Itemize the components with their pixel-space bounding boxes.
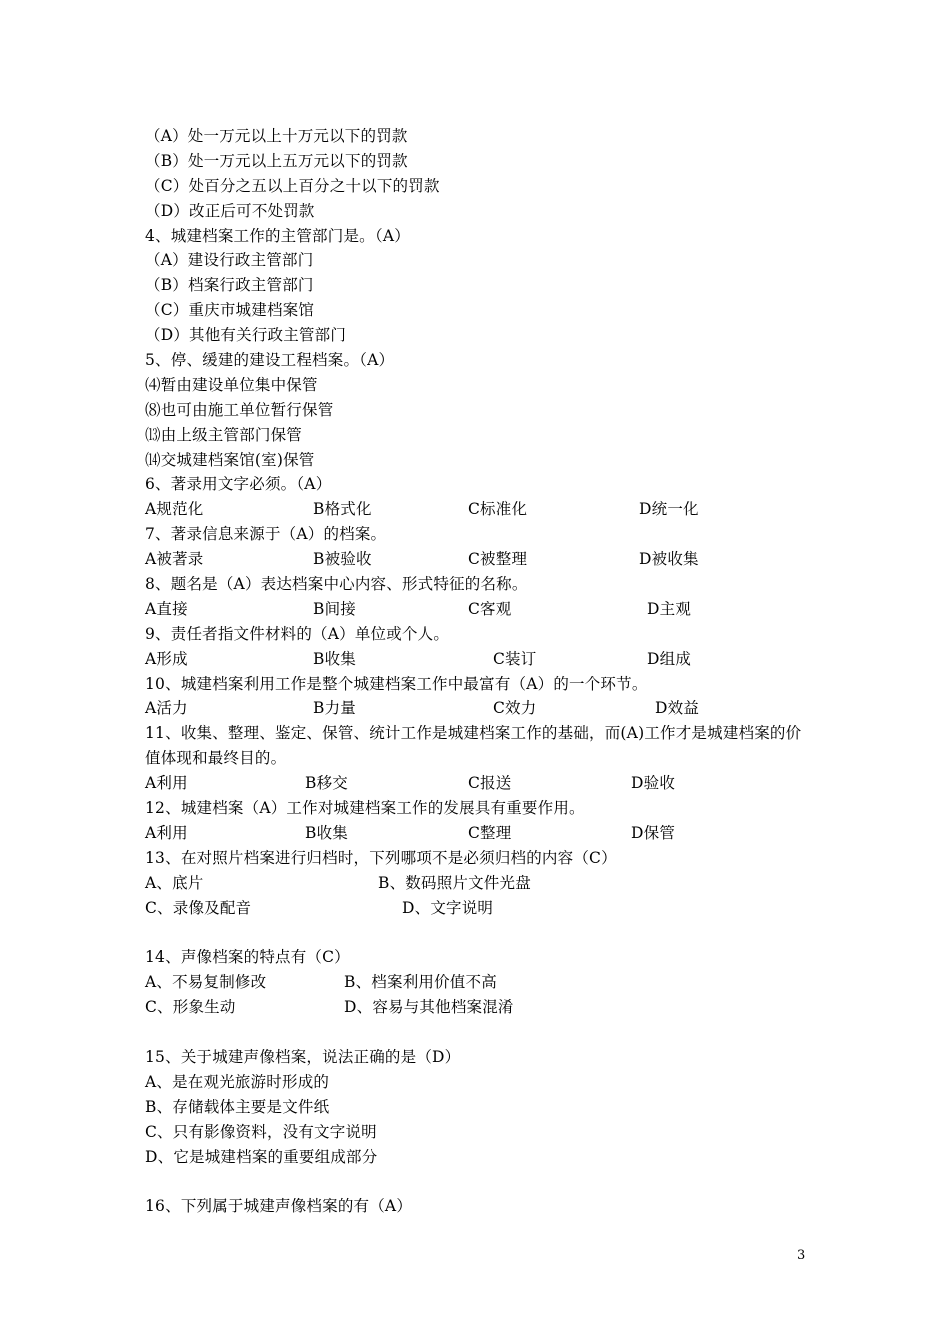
question-7: 7、著录信息来源于（A）的档案。 [145,525,387,544]
spacer [145,921,815,946]
option-c: C标准化 [468,500,528,519]
options-row [145,871,815,896]
question-12: 12、城建档案（A）工作对城建档案工作的发展具有重要作用。 [145,799,585,818]
question-4: 4、城建档案工作的主管部门是。（A） [145,226,410,245]
option-line: ⑻也可由施工单位暂行保管 [145,400,334,419]
spacer [145,1020,815,1045]
option-d: D、文字说明 [402,898,494,917]
option-line: ⒁交城建档案馆(室)保管 [145,450,315,469]
option-c: C报送 [468,774,512,793]
question-11: 11、收集、整理、鉴定、保管、统计工作是城建档案工作的基础，而(A)工作才是城建档案的价值体现和最终目的。 [145,724,802,768]
option-line: （C）处百分之五以上百分之十以下的罚款 [145,176,440,195]
option-b: B收集 [313,649,356,668]
option-d: D效益 [655,699,700,718]
option-line: （D）改正后可不处罚款 [145,201,315,220]
options-row [145,995,815,1020]
option-line: （D）其他有关行政主管部门 [145,326,347,345]
option-a: A形成 [145,649,188,668]
option-line: ⒀由上级主管部门保管 [145,425,303,444]
option-b: B格式化 [313,500,372,519]
option-b: B被验收 [313,550,372,569]
option-a: A利用 [145,823,188,842]
page-content [145,124,815,1219]
option-d: D被收集 [639,550,699,569]
option-line: （B）档案行政主管部门 [145,276,314,295]
option-line: C、只有影像资料，没有文字说明 [145,1122,377,1141]
options-row [145,597,815,622]
option-c: C客观 [468,599,512,618]
option-c: C被整理 [468,550,528,569]
option-d: D组成 [647,649,692,668]
option-c: C装订 [493,649,537,668]
question-15: 15、关于城建声像档案，说法正确的是（D） [145,1047,461,1066]
question-13: 13、在对照片档案进行归档时，下列哪项不是必须归档的内容（C） [145,848,617,867]
options-row [145,497,815,522]
question-5: 5、停、缓建的建设工程档案。（A） [145,351,395,370]
option-line: （A）处一万元以上十万元以下的罚款 [145,127,408,145]
option-b: B移交 [305,774,348,793]
option-line: ⑷暂由建设单位集中保管 [145,375,318,394]
option-d: D统一化 [639,500,699,519]
option-b: B、档案利用价值不高 [344,973,497,992]
option-line: A、是在观光旅游时形成的 [145,1072,330,1091]
question-16: 16、下列属于城建声像档案的有（A） [145,1197,413,1216]
option-d: D验收 [631,774,676,793]
option-line: （A）建设行政主管部门 [145,251,314,270]
option-b: B收集 [305,823,348,842]
option-c: C整理 [468,823,512,842]
option-line: B、存储载体主要是文件纸 [145,1097,330,1116]
option-a: A活力 [145,699,188,718]
option-d: D主观 [647,599,692,618]
option-d: D、容易与其他档案混淆 [344,998,514,1017]
option-line: （C）重庆市城建档案馆 [145,301,315,320]
options-row [145,647,815,672]
question-10: 10、城建档案利用工作是整个城建档案工作中最富有（A）的一个环节。 [145,674,648,693]
option-b: B间接 [313,599,356,618]
spacer [145,1169,815,1194]
option-a: A利用 [145,774,188,793]
option-a: A被著录 [145,550,204,569]
option-c: C效力 [493,699,537,718]
option-b: B力量 [313,699,356,718]
page-number: 3 [797,1248,806,1263]
question-6: 6、著录用文字必须。（A） [145,475,332,494]
option-a: A规范化 [145,500,204,519]
question-9: 9、责任者指文件材料的（A）单位或个人。 [145,624,450,643]
option-d: D保管 [631,823,676,842]
option-a: A、底片 [145,873,204,892]
option-c: C、形象生动 [145,998,236,1017]
question-8: 8、题名是（A）表达档案中心内容、形式特征的名称。 [145,575,528,594]
options-row [145,547,815,572]
option-a: A、不易复制修改 [145,973,267,992]
options-row [145,896,815,921]
option-c: C、录像及配音 [145,898,252,917]
options-row [145,821,815,846]
options-row [145,696,815,721]
option-line: D、它是城建档案的重要组成部分 [145,1147,378,1166]
option-b: B、数码照片文件光盘 [378,873,531,892]
option-a: A直接 [145,599,188,618]
option-line: （B）处一万元以上五万元以下的罚款 [145,151,408,170]
options-row [145,970,815,995]
question-14: 14、声像档案的特点有（C） [145,948,350,967]
options-row [145,771,815,796]
